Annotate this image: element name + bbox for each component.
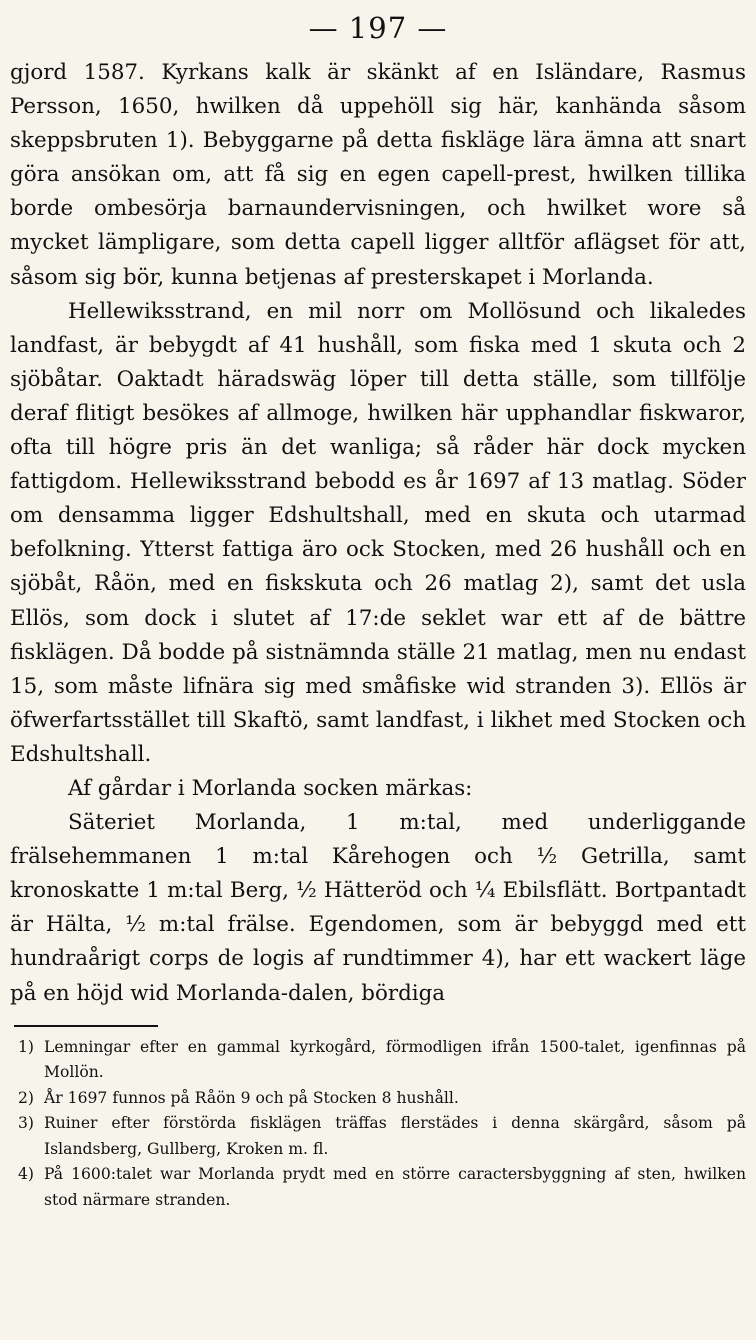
paragraph: gjord 1587. Kyrkans kalk är skänkt af en Isländare, Rasmus Persson, 1650, hwilken då uppehöll sig här, kanhända såsom skeppsbruten 1). Bebyggarne på detta fiskläge lära ämna att snart göra ansökan om, att få sig en egen capell-prest, hwilken tillika borde ombesörja barnaundervisningen, och hwilket wore så mycket lämpligare, som detta capell ligger alltför aflägset för att, såsom sig bör, kunna betjenas af presterskapet i Morlanda. bbox=[10, 60, 746, 290]
footnote-text: På 1600:talet war Morlanda prydt med en större caractersbyggning af sten, hwilken stod närmare stranden. bbox=[44, 1165, 746, 1209]
footnote bbox=[10, 1086, 746, 1112]
footnote-text: År 1697 funnos på Råön 9 och på Stocken 8 hushåll. bbox=[44, 1088, 459, 1107]
paragraph: Säteriet Morlanda, 1 m:tal, med underliggande frälsehemmanen 1 m:tal Kårehogen och ½ Getrilla, samt kronoskatte 1 m:tal Berg, ½ Hätteröd och ¼ Ebilsflätt. Bortpantadt är Hälta, ½ m:tal frälse. Egendomen, som är bebyggd med ett hundraårigt corps de logis af rundtimmer 4), har ett wackert läge på en höjd wid Morlanda-dalen, bördiga bbox=[10, 810, 746, 1006]
footnote-number: 1) bbox=[17, 1037, 34, 1056]
paragraph: Hellewiksstrand, en mil norr om Mollösund och likaledes landfast, är bebygdt af 41 hushåll, som fiska med 1 skuta och 2 sjöbåtar. Oaktadt häradswäg löper till detta ställe, som tillfölje deraf flitigt besökes af allmoge, hwilken här upphandlar fiskwaror, ofta till högre pris än det wanliga; så råder här dock mycken fattigdom. Hellewiksstrand bebodd es år 1697 af 13 matlag. Söder om densamma ligger Edshultshall, med en skuta och utarmad befolkning. Ytterst fattiga äro ock Stocken, med 26 hushåll och en sjöbåt, Råön, med en fiskskuta och 26 matlag 2), samt det usla Ellös, som dock i slutet af 17:de seklet war ett af de bättre fisklägen. Då bodde på sistnämnda ställe 21 matlag, men nu endast 15, som måste lifnära sig med småfiske wid stranden 3). Ellös är öfwerfartsstället till Skaftö, samt landfast, i likhet med Stocken och Edshultshall. bbox=[10, 298, 746, 767]
footnote bbox=[10, 1035, 746, 1086]
footnote-number: 3) bbox=[17, 1114, 34, 1133]
footnotes bbox=[10, 1035, 746, 1214]
body-text bbox=[10, 56, 746, 1011]
footnote bbox=[10, 1111, 746, 1162]
page-number: — 197 — bbox=[308, 11, 448, 45]
paragraph: Af gårdar i Morlanda socken märkas: bbox=[68, 775, 473, 801]
footnote-number: 2) bbox=[17, 1088, 34, 1107]
footnote-text: Lemningar efter en gammal kyrkogård, förmodligen ifrån 1500-talet, igenfinnas på Mollön. bbox=[44, 1037, 746, 1082]
footnote-divider bbox=[14, 1025, 158, 1027]
footnote bbox=[10, 1162, 746, 1213]
footnote-number: 4) bbox=[17, 1165, 34, 1184]
footnote-text: Ruiner efter förstörda fisklägen träffas flerstädes i denna skärgård, såsom på Islandsberg, Gullberg, Kroken m. fl. bbox=[44, 1114, 746, 1158]
